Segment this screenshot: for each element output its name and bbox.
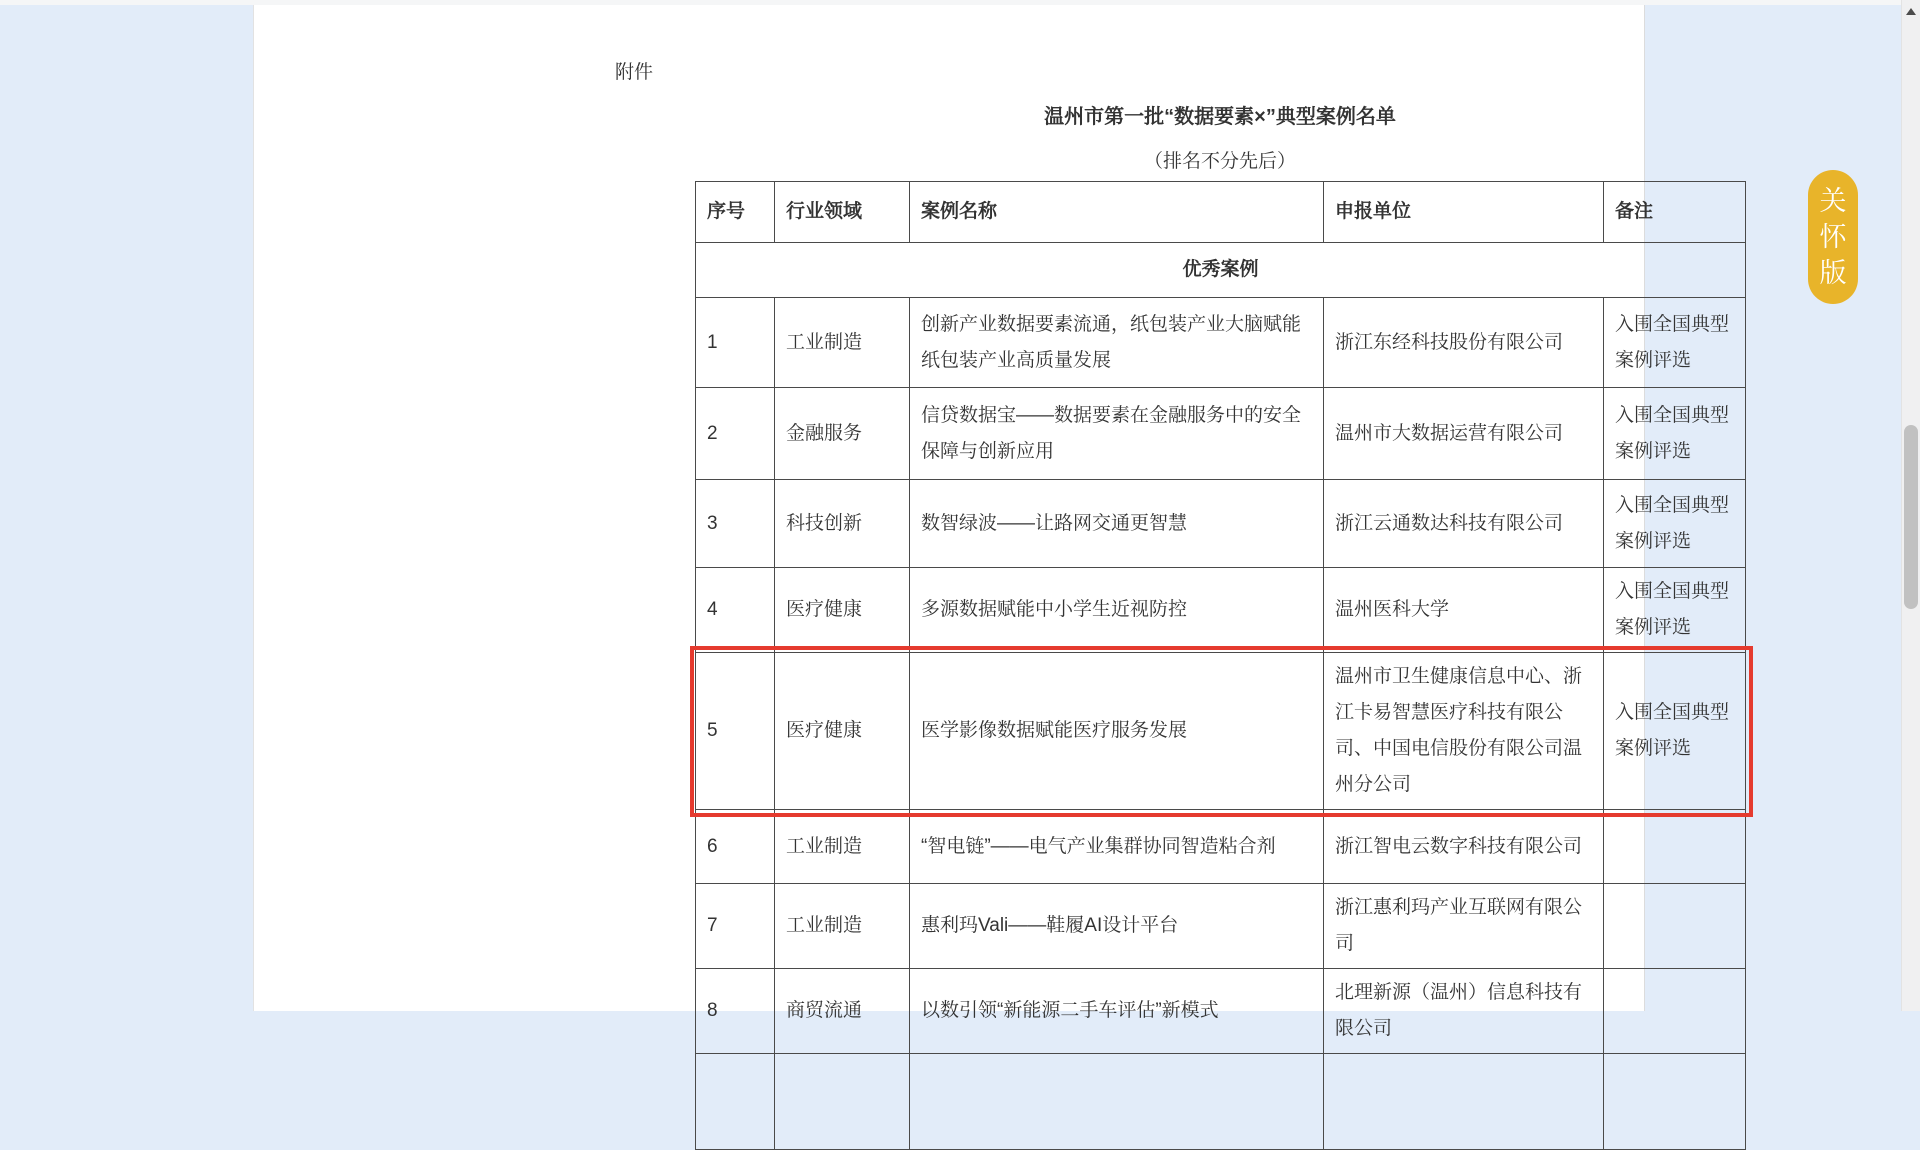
table-cell	[775, 1054, 910, 1150]
column-header: 备注	[1604, 182, 1746, 243]
table-cell: 医疗健康	[775, 568, 910, 653]
table-cell: 3	[696, 480, 775, 568]
scroll-up-arrow-icon[interactable]	[1902, 3, 1920, 19]
case-table	[695, 181, 1746, 1150]
table-cell: 入围全国典型案例评选	[1604, 568, 1746, 653]
scrollbar[interactable]	[1901, 0, 1920, 1011]
table-cell	[1604, 884, 1746, 969]
table-cell: 多源数据赋能中小学生近视防控	[910, 568, 1324, 653]
care-button-char: 怀	[1819, 221, 1847, 252]
table-cell: 浙江云通数达科技有限公司	[1324, 480, 1604, 568]
table-cell: 医学影像数据赋能医疗服务发展	[910, 653, 1324, 810]
column-header: 申报单位	[1324, 182, 1604, 243]
table-cell: 4	[696, 568, 775, 653]
table-cell: 以数引领“新能源二手车评估”新模式	[910, 969, 1324, 1054]
table-cell: 创新产业数据要素流通，纸包装产业大脑赋能纸包装产业高质量发展	[910, 298, 1324, 388]
table-row	[696, 1054, 1746, 1150]
table-cell: 惠利玛Vali——鞋履AI设计平台	[910, 884, 1324, 969]
section-row	[696, 243, 1746, 298]
table-row	[696, 884, 1746, 969]
table-row	[696, 388, 1746, 480]
table-cell: 金融服务	[775, 388, 910, 480]
page-subtitle: （排名不分先后）	[1143, 151, 1296, 172]
table-cell: 7	[696, 884, 775, 969]
column-header: 序号	[696, 182, 775, 243]
table-cell: 入围全国典型案例评选	[1604, 480, 1746, 568]
scrollbar-thumb[interactable]	[1904, 425, 1918, 609]
table-cell: 5	[696, 653, 775, 810]
care-button-char: 版	[1819, 257, 1847, 288]
table-cell: “智电链”——电气产业集群协同智造粘合剂	[910, 810, 1324, 884]
table-cell: 工业制造	[775, 298, 910, 388]
table-cell: 入围全国典型案例评选	[1604, 388, 1746, 480]
table-row	[696, 298, 1746, 388]
table-cell: 温州市卫生健康信息中心、浙江卡易智慧医疗科技有限公司、中国电信股份有限公司温州分公司	[1324, 653, 1604, 810]
table-cell: 浙江惠利玛产业互联网有限公司	[1324, 884, 1604, 969]
care-version-button[interactable]	[1808, 170, 1858, 304]
table-cell: 入围全国典型案例评选	[1604, 298, 1746, 388]
table-cell	[1604, 810, 1746, 884]
column-header: 案例名称	[910, 182, 1324, 243]
table-row	[696, 653, 1746, 810]
table-row	[696, 969, 1746, 1054]
table-cell: 工业制造	[775, 884, 910, 969]
table-cell: 浙江东经科技股份有限公司	[1324, 298, 1604, 388]
section-label: 优秀案例	[696, 243, 1746, 298]
table-header-row	[696, 182, 1746, 243]
document-page	[253, 0, 1730, 1039]
table-cell	[1604, 1054, 1746, 1150]
table-cell: 6	[696, 810, 775, 884]
table-row	[696, 810, 1746, 884]
table-cell: 浙江智电云数字科技有限公司	[1324, 810, 1604, 884]
table-cell: 入围全国典型案例评选	[1604, 653, 1746, 810]
table-cell: 温州医科大学	[1324, 568, 1604, 653]
table-cell: 数智绿波——让路网交通更智慧	[910, 480, 1324, 568]
table-cell: 科技创新	[775, 480, 910, 568]
column-header: 行业领域	[775, 182, 910, 243]
table-cell	[1604, 969, 1746, 1054]
table-cell: 温州市大数据运营有限公司	[1324, 388, 1604, 480]
table-cell: 1	[696, 298, 775, 388]
table-cell: 工业制造	[775, 810, 910, 884]
table-row	[696, 480, 1746, 568]
table-cell	[1324, 1054, 1604, 1150]
care-button-char: 关	[1819, 185, 1847, 216]
page-title: 温州市第一批“数据要素×”典型案例名单	[1044, 106, 1396, 128]
table-cell: 信贷数据宝——数据要素在金融服务中的安全保障与创新应用	[910, 388, 1324, 480]
table-cell: 8	[696, 969, 775, 1054]
table-cell: 2	[696, 388, 775, 480]
table-cell	[696, 1054, 775, 1150]
table-cell: 医疗健康	[775, 653, 910, 810]
table-row	[696, 568, 1746, 653]
window-top-edge	[0, 0, 1920, 5]
table-cell: 商贸流通	[775, 969, 910, 1054]
table-cell: 北理新源（温州）信息科技有限公司	[1324, 969, 1604, 1054]
attachment-label: 附件	[615, 62, 654, 83]
table-cell	[910, 1054, 1324, 1150]
